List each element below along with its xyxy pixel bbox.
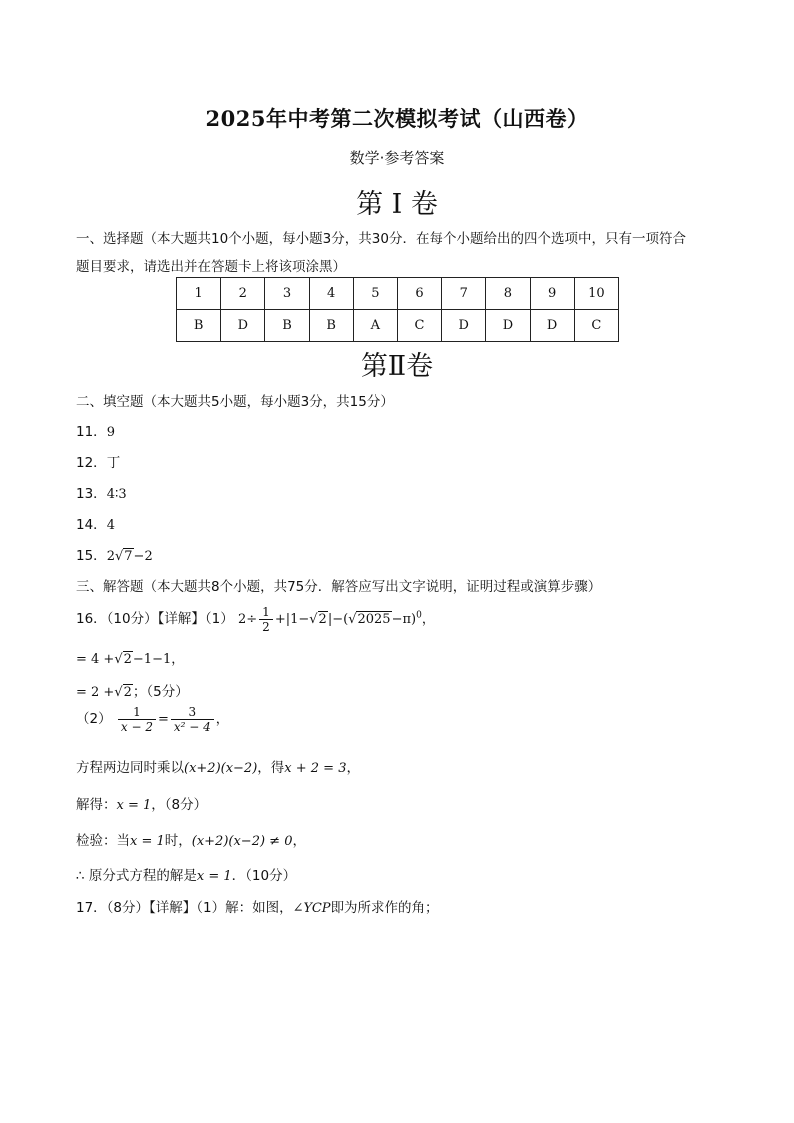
q16-step6: ∴ 原分式方程的解是x = 1．（10分） <box>76 868 297 884</box>
table-cell: 10 <box>574 278 618 310</box>
table-cell: 6 <box>397 278 441 310</box>
fraction: $\frac{1}{2}$ <box>259 605 273 634</box>
fill-answer-14: 14．4 <box>76 517 115 533</box>
volume-2-heading: 第Ⅱ卷 <box>360 351 434 382</box>
table-cell: C <box>574 310 618 342</box>
table-cell: B <box>177 310 221 342</box>
table-cell: B <box>265 310 309 342</box>
table-cell: 7 <box>442 278 486 310</box>
table-cell: D <box>530 310 574 342</box>
fill-answer-12: 12．丁 <box>76 455 121 471</box>
choice-answer-table <box>176 277 619 342</box>
q16-part2-equation: （2） $\frac{1}{x - 2}$ = $\frac{3}{\text{x² − 4}}$ ， <box>76 705 229 734</box>
page-subtitle: 数学·参考答案 <box>349 149 445 167</box>
table-row-answers <box>177 310 619 342</box>
table-cell: 9 <box>530 278 574 310</box>
table-cell: D <box>221 310 265 342</box>
fraction: $\frac{1}{x - 2}$ <box>118 705 156 734</box>
fraction: $\frac{3}{\text{x² − 4}}$ <box>171 705 214 734</box>
table-cell: B <box>309 310 353 342</box>
q16-step1: = 4 +√2−1−1， <box>76 652 185 667</box>
table-cell: A <box>353 310 397 342</box>
table-cell: D <box>486 310 530 342</box>
table-cell: 2 <box>221 278 265 310</box>
table-cell: 3 <box>265 278 309 310</box>
q16-step4: 解得：x = 1，（8分） <box>76 797 208 813</box>
table-cell: 8 <box>486 278 530 310</box>
fill-answer-11: 11．9 <box>76 424 115 440</box>
table-cell: 5 <box>353 278 397 310</box>
table-cell: C <box>397 310 441 342</box>
solve-section-heading: 三、解答题（本大题共8个小题，共75分．解答应写出文字说明，证明过程或演算步骤） <box>76 579 602 595</box>
q16-step3: 方程两边同时乘以(x+2)(x−2)，得x + 2 = 3， <box>76 760 360 776</box>
volume-1-heading: 第 Ⅰ 卷 <box>356 189 438 220</box>
table-row-question-numbers <box>177 278 619 310</box>
q16-part1-expression: 16．（10分）【详解】（1） 2÷ $\frac{1}{2}$ $+|1-√2|-(√2025-\pi)^0$， <box>76 605 435 634</box>
page-title: 2025年中考第二次模拟考试（山西卷） <box>205 106 589 131</box>
q17-line: 17．（8分）【详解】（1）解：如图，∠YCP即为所求作的角； <box>76 900 439 916</box>
table-cell: 1 <box>177 278 221 310</box>
choice-section-heading-line1: 一、选择题（本大题共10个小题，每小题3分，共30分．在每个小题给出的四个选项中，只有一项符合 <box>76 231 686 247</box>
q16-step2: = 2 +√2；（5分） <box>76 684 189 700</box>
table-cell: 4 <box>309 278 353 310</box>
table-cell: D <box>442 310 486 342</box>
q16-step5: 检验：当x = 1时，(x+2)(x−2) ≠ 0， <box>76 833 306 849</box>
fill-section-heading: 二、填空题（本大题共5小题，每小题3分，共15分） <box>76 394 394 410</box>
fill-answer-15: 15．2√7−2 <box>76 548 153 564</box>
choice-section-heading-line2: 题目要求，请选出并在答题卡上将该项涂黑） <box>76 259 346 275</box>
fill-answer-13: 13．4∶3 <box>76 486 127 502</box>
